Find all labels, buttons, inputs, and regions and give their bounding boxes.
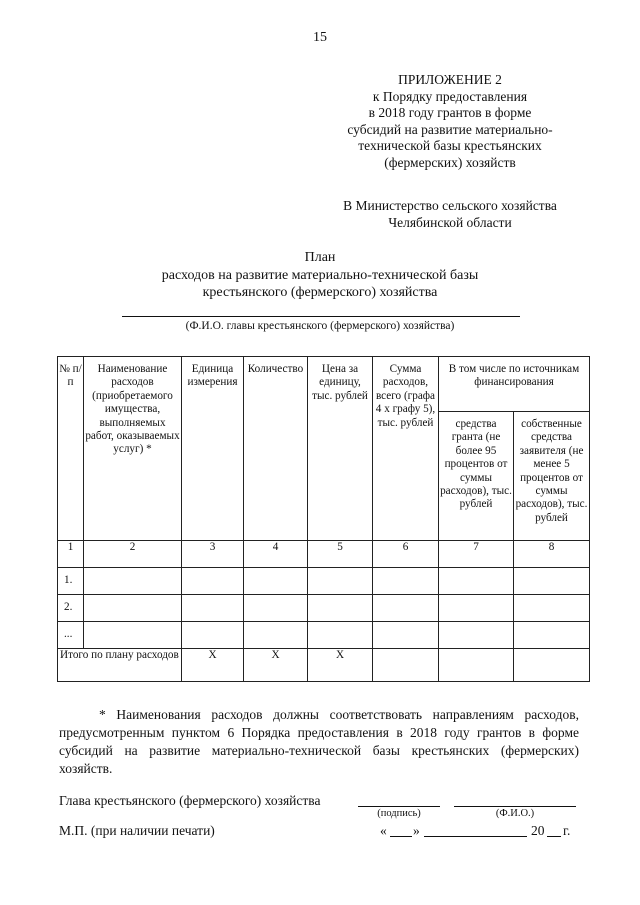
signature-field[interactable] bbox=[358, 806, 440, 807]
plan-title-line: План bbox=[304, 250, 336, 265]
header-total-sum: Сумма расходов, всего (графа 4 x графу 5), тыс. рублей bbox=[373, 357, 439, 541]
plan-title-line: крестьянского (фермерского) хозяйства bbox=[202, 285, 438, 300]
total-own-cell[interactable] bbox=[514, 649, 590, 682]
plan-title bbox=[100, 249, 540, 302]
table-cell[interactable] bbox=[439, 568, 514, 595]
column-number: 4 bbox=[244, 541, 308, 568]
addressee-line: В Министерство сельского хозяйства bbox=[343, 198, 557, 213]
date-day-field[interactable] bbox=[390, 836, 412, 837]
signer-name-field[interactable] bbox=[454, 806, 576, 807]
table-row bbox=[58, 568, 590, 595]
stamp-label: М.П. (при наличии печати) bbox=[59, 823, 215, 838]
header-quantity: Количество bbox=[244, 357, 308, 541]
signer-name-caption: (Ф.И.О.) bbox=[495, 808, 535, 819]
table-cell[interactable] bbox=[308, 622, 373, 649]
table-cell[interactable] bbox=[514, 622, 590, 649]
table-cell[interactable] bbox=[84, 568, 182, 595]
table-cell[interactable] bbox=[84, 595, 182, 622]
table-cell[interactable] bbox=[373, 622, 439, 649]
appendix-heading bbox=[330, 72, 570, 171]
column-number: 1 bbox=[58, 541, 84, 568]
signature-caption: (подпись) bbox=[377, 808, 421, 819]
column-number: 7 bbox=[439, 541, 514, 568]
table-cell[interactable] bbox=[514, 568, 590, 595]
table-cell[interactable] bbox=[244, 568, 308, 595]
header-funding-sources: В том числе по источникам финансирования bbox=[439, 357, 590, 412]
table-row bbox=[58, 622, 590, 649]
appendix-line: субсидий на развитие материально- bbox=[347, 121, 553, 137]
date-open-quote: « bbox=[380, 823, 387, 838]
total-mark: Х bbox=[182, 649, 244, 682]
appendix-line: к Порядку предоставления bbox=[372, 88, 528, 104]
footnote: * Наименования расходов должны соответствовать направлениям расходов, предусмотренным пунктом 6 Порядка предоставления в 2018 году грантов в форме субсидий на развитие материально-технической базы крестьянских (фермерских) хозяйств. bbox=[59, 707, 579, 776]
date-month-field[interactable] bbox=[424, 836, 527, 837]
table-cell[interactable] bbox=[84, 622, 182, 649]
total-grant-cell[interactable] bbox=[439, 649, 514, 682]
table-cell[interactable] bbox=[373, 595, 439, 622]
row-number: ... bbox=[58, 622, 84, 649]
total-mark: Х bbox=[308, 649, 373, 682]
header-number: № п/п bbox=[58, 357, 84, 541]
addressee bbox=[330, 197, 570, 231]
table-cell[interactable] bbox=[182, 622, 244, 649]
date-year-field[interactable] bbox=[547, 836, 561, 837]
table-cell[interactable] bbox=[244, 595, 308, 622]
date-year-suffix: г. bbox=[563, 823, 571, 838]
appendix-line: в 2018 году грантов в форме bbox=[368, 105, 532, 120]
table-cell[interactable] bbox=[373, 568, 439, 595]
header-own-funds: собственные средства заявителя (не менее 5 процентов от суммы расходов), тыс. рублей bbox=[514, 412, 590, 541]
head-name-caption: (Ф.И.О. главы крестьянского (фермерского) хозяйства) bbox=[185, 320, 455, 332]
column-number-row bbox=[58, 541, 590, 568]
table-cell[interactable] bbox=[439, 595, 514, 622]
table-cell[interactable] bbox=[244, 622, 308, 649]
table-cell[interactable] bbox=[308, 595, 373, 622]
row-number: 1. bbox=[58, 568, 84, 595]
header-unit: Единица измерения bbox=[182, 357, 244, 541]
table-cell[interactable] bbox=[514, 595, 590, 622]
total-row bbox=[58, 649, 590, 682]
column-number: 8 bbox=[514, 541, 590, 568]
row-number: 2. bbox=[58, 595, 84, 622]
appendix-line: (фермерских) хозяйств bbox=[384, 154, 516, 170]
date-close-quote: » bbox=[413, 823, 420, 838]
expense-plan-table bbox=[57, 356, 590, 682]
page-number: 15 bbox=[313, 30, 327, 45]
table-row bbox=[58, 595, 590, 622]
plan-title-line: расходов на развитие материально-технической базы bbox=[161, 267, 479, 283]
head-signature-label: Глава крестьянского (фермерского) хозяйства bbox=[59, 793, 321, 808]
head-name-field[interactable] bbox=[122, 316, 520, 317]
appendix-line: ПРИЛОЖЕНИЕ 2 bbox=[398, 72, 502, 87]
table-cell[interactable] bbox=[182, 568, 244, 595]
total-label: Итого по плану расходов bbox=[58, 649, 182, 682]
total-sum-cell[interactable] bbox=[373, 649, 439, 682]
table-cell[interactable] bbox=[308, 568, 373, 595]
header-grant-funds: средства гранта (не более 95 процентов от суммы расходов), тыс. рублей bbox=[439, 412, 514, 541]
column-number: 3 bbox=[182, 541, 244, 568]
addressee-line: Челябинской области bbox=[388, 215, 512, 230]
table-cell[interactable] bbox=[439, 622, 514, 649]
header-expense-name: Наименование расходов (приобретаемого имущества, выполняемых работ, оказываемых услуг) * bbox=[84, 357, 182, 541]
column-number: 5 bbox=[308, 541, 373, 568]
column-number: 2 bbox=[84, 541, 182, 568]
date-year-prefix: 20 bbox=[531, 823, 545, 838]
total-mark: Х bbox=[244, 649, 308, 682]
column-number: 6 bbox=[373, 541, 439, 568]
appendix-line: технической базы крестьянских bbox=[358, 138, 542, 153]
header-unit-price: Цена за единицу, тыс. рублей bbox=[308, 357, 373, 541]
table-cell[interactable] bbox=[182, 595, 244, 622]
